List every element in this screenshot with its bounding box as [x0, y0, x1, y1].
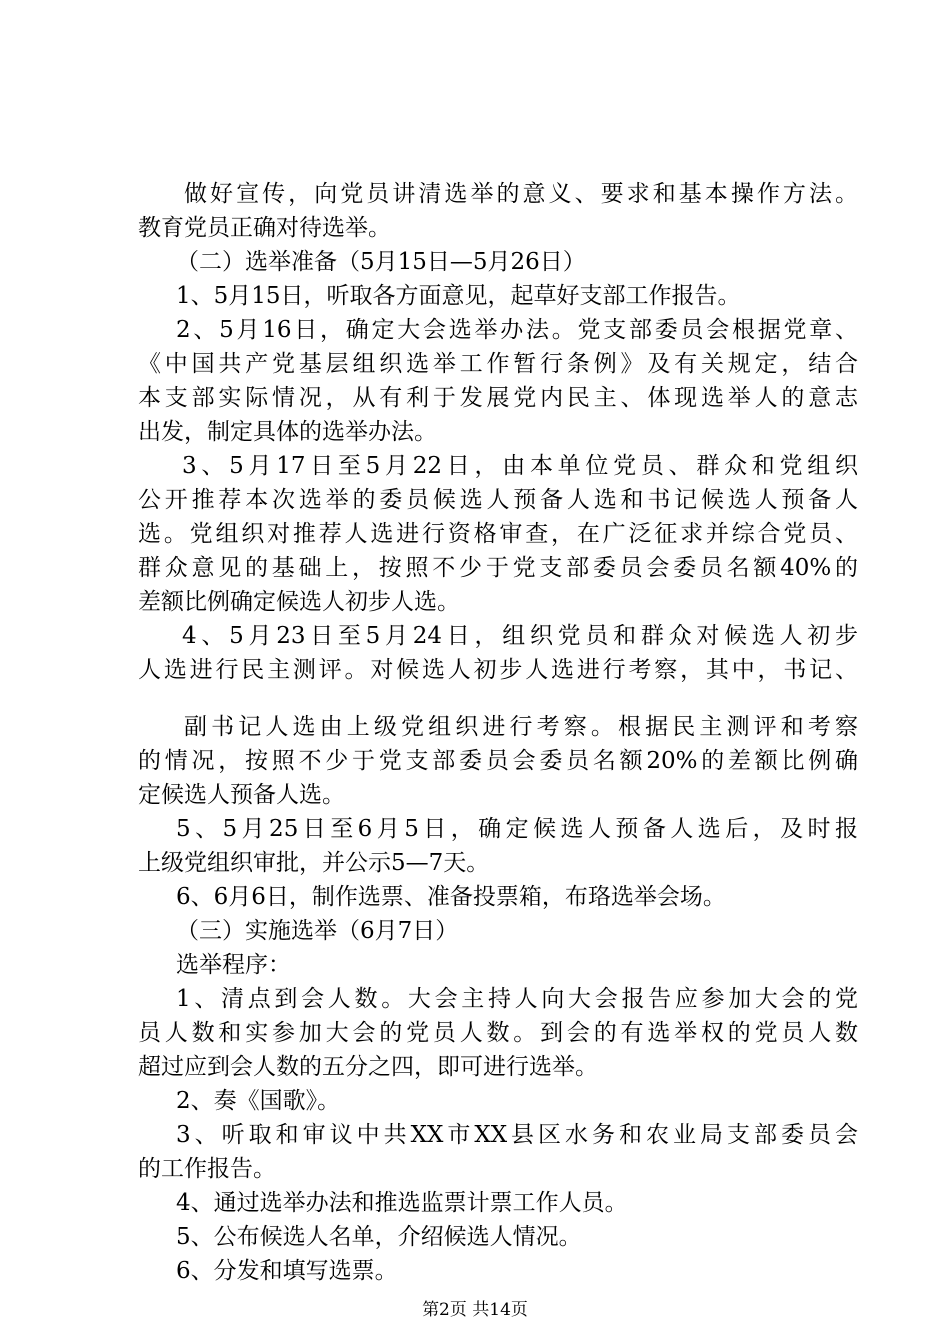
text-line: 5、5月25日至6月5日，确定候选人预备人选后，及时报 [176, 816, 858, 842]
text-line: 本支部实际情况，从有利于发展党内民主、体现选举人的意志 [138, 385, 858, 411]
text-line: 群众意见的基础上，按照不少于党支部委员会委员名额40%的 [138, 555, 858, 581]
text-line: 1、清点到会人数。大会主持人向大会报告应参加大会的党 [176, 986, 858, 1012]
text-line: 出发，制定具体的选举办法。 [138, 419, 437, 445]
text-line: 定候选人预备人选。 [138, 782, 345, 808]
text-line: 6、分发和填写选票。 [176, 1258, 398, 1284]
text-line: 《中国共产党基层组织选举工作暂行条例》及有关规定，结合 [138, 351, 858, 377]
section-heading: （三）实施选举（6月7日） [176, 918, 459, 944]
text-line: 超过应到会人数的五分之四，即可进行选举。 [138, 1054, 598, 1080]
text-line: 的工作报告。 [138, 1156, 276, 1182]
text-line: 员人数和实参加大会的党员人数。到会的有选举权的党员人数 [138, 1020, 858, 1046]
text-line: 选举程序： [176, 952, 291, 978]
text-line: 的情况，按照不少于党支部委员会委员名额20%的差额比例确 [138, 748, 858, 774]
text-line: 公开推荐本次选举的委员候选人预备人选和书记候选人预备人 [138, 487, 858, 513]
text-line: 人选进行民主测评。对候选人初步人选进行考察，其中，书记、 [138, 657, 858, 683]
text-line: 6、6月6日，制作选票、准备投票箱，布珞选举会场。 [176, 884, 726, 910]
section-heading: （二）选举准备（5月15日—5月26日） [176, 249, 586, 275]
text-line: 做好宣传，向党员讲清选举的意义、要求和基本操作方法。 [184, 181, 858, 207]
text-line: 4、通过选举办法和推选监票计票工作人员。 [176, 1190, 628, 1216]
text-line: 3、5月17日至5月22日，由本单位党员、群众和党组织 [182, 453, 858, 479]
text-line: 差额比例确定候选人初步人选。 [138, 589, 460, 615]
text-line: 4、5月23日至5月24日，组织党员和群众对候选人初步 [182, 623, 858, 649]
text-line: 上级党组织审批，并公示5—7天。 [138, 850, 490, 876]
text-line: 副书记人选由上级党组织进行考察。根据民主测评和考察 [184, 714, 858, 740]
page-number-footer: 第2页 共14页 [422, 1300, 528, 1320]
text-line: 选。党组织对推荐人选进行资格审查，在广泛征求并综合党员、 [138, 521, 858, 547]
text-line: 2、奏《国歌》。 [176, 1088, 341, 1114]
text-line: 5、公布候选人名单，介绍候选人情况。 [176, 1224, 582, 1250]
text-line: 3、听取和审议中共XX市XX县区水务和农业局支部委员会 [176, 1122, 858, 1148]
text-line: 2、5月16日，确定大会选举办法。党支部委员会根据党章、 [176, 317, 858, 343]
text-line: 教育党员正确对待选举。 [138, 215, 391, 241]
text-line: 1、5月15日，听取各方面意见，起草好支部工作报告。 [176, 283, 741, 309]
